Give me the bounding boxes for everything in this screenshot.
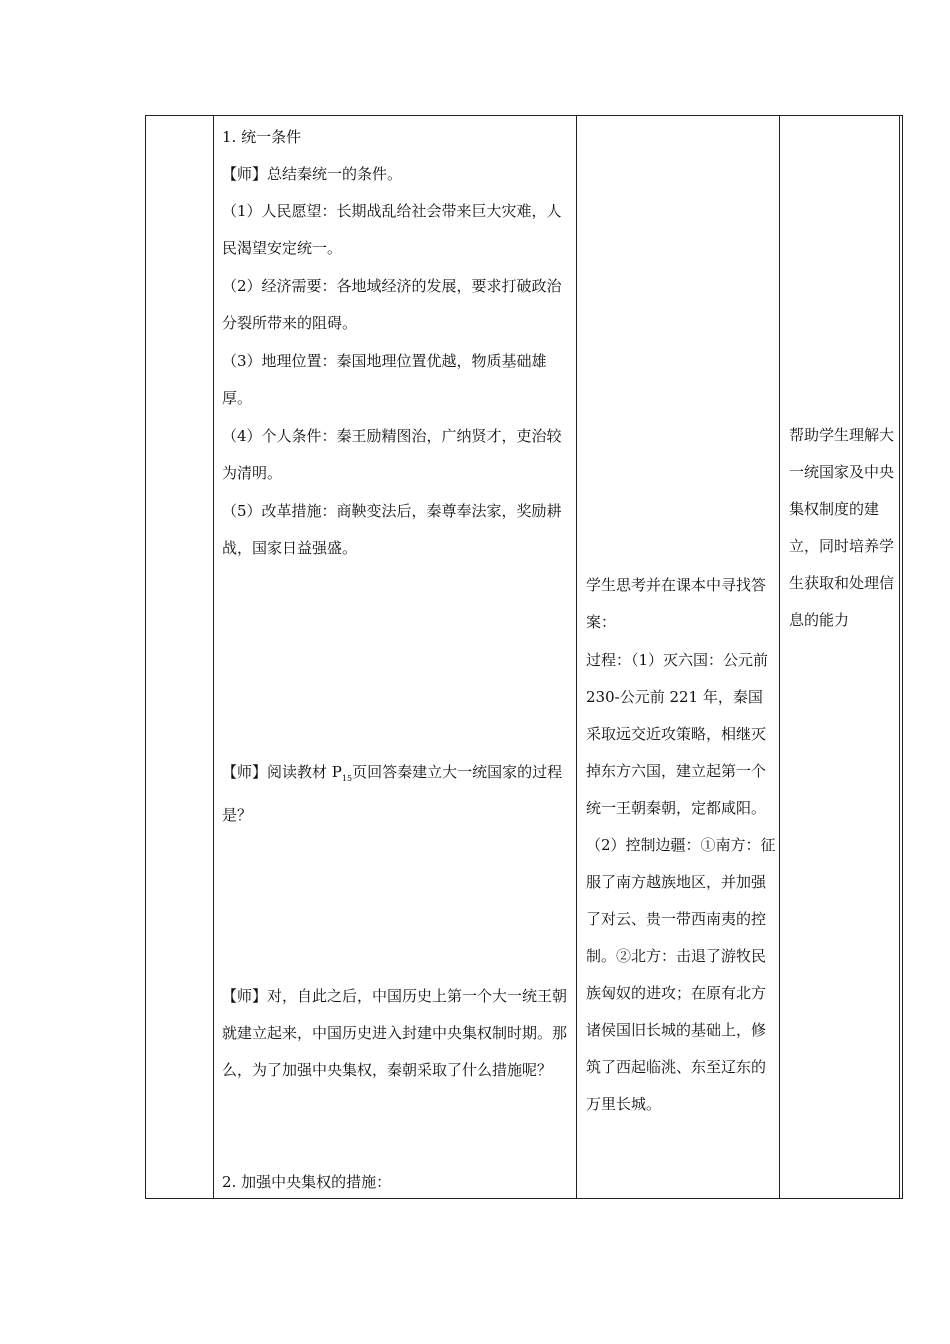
page-subscript: 15: [341, 774, 353, 783]
column-teacher-activity: [214, 116, 577, 1198]
student-answer: 过程：（1）灭六国：公元前 230-公元前 221 年，秦国采取远交近攻策略，相继灭掉东方六国，建立起第一个统一王朝秦朝，定都咸阳。（2）控制边疆：①南方：征服了南方越族地区，并加强了对云、贵一带西南夷的控制。②北方：击退了游牧民族匈奴的进攻；在原有北方诸侯国旧长城的基础上，修筑了西起临洮、东至辽东的万里长城。: [586, 651, 776, 1113]
heading-unification-conditions: 1. 统一条件: [222, 128, 302, 146]
reading-prompt-question: 页回答秦建立大一统国家的过程是？: [222, 763, 563, 824]
heading-centralization-measures: 2. 加强中央集权的措施：: [222, 1173, 392, 1191]
reading-prompt-text: 【师】阅读教材 P: [222, 763, 342, 781]
condition-1: （1）人民愿望：长期战乱给社会带来巨大灾难，人民渴望安定统一。: [222, 202, 562, 257]
column-design-intent: [780, 116, 901, 1198]
column-student-activity: [577, 116, 780, 1198]
condition-4: （4）个人条件：秦王励精图治，广纳贤才，吏治较为清明。: [222, 427, 562, 482]
design-goal: 帮助学生理解大一统国家及中央集权制度的建立，同时培养学生获取和处理信息的能力: [789, 426, 895, 629]
teacher-summary-prompt: 【师】总结秦统一的条件。: [222, 165, 403, 183]
student-task: 学生思考并在课本中寻找答案：: [586, 576, 767, 631]
column-stage: [146, 116, 214, 1198]
teacher-transition-question: 【师】对，自此之后，中国历史上第一个大一统王朝就建立起来，中国历史进入封建中央集权制时期。那么，为了加强中央集权，秦朝采取了什么措施呢？: [222, 987, 568, 1079]
teacher-reading-prompt: [222, 754, 572, 834]
lesson-table: [145, 115, 903, 1199]
condition-3: （3）地理位置：秦国地理位置优越，物质基础雄厚。: [222, 352, 547, 407]
condition-5: （5）改革措施：商鞅变法后，秦尊奉法家，奖励耕战，国家日益强盛。: [222, 502, 562, 557]
condition-2: （2）经济需要：各地域经济的发展，要求打破政治分裂所带来的阻碍。: [222, 277, 562, 332]
